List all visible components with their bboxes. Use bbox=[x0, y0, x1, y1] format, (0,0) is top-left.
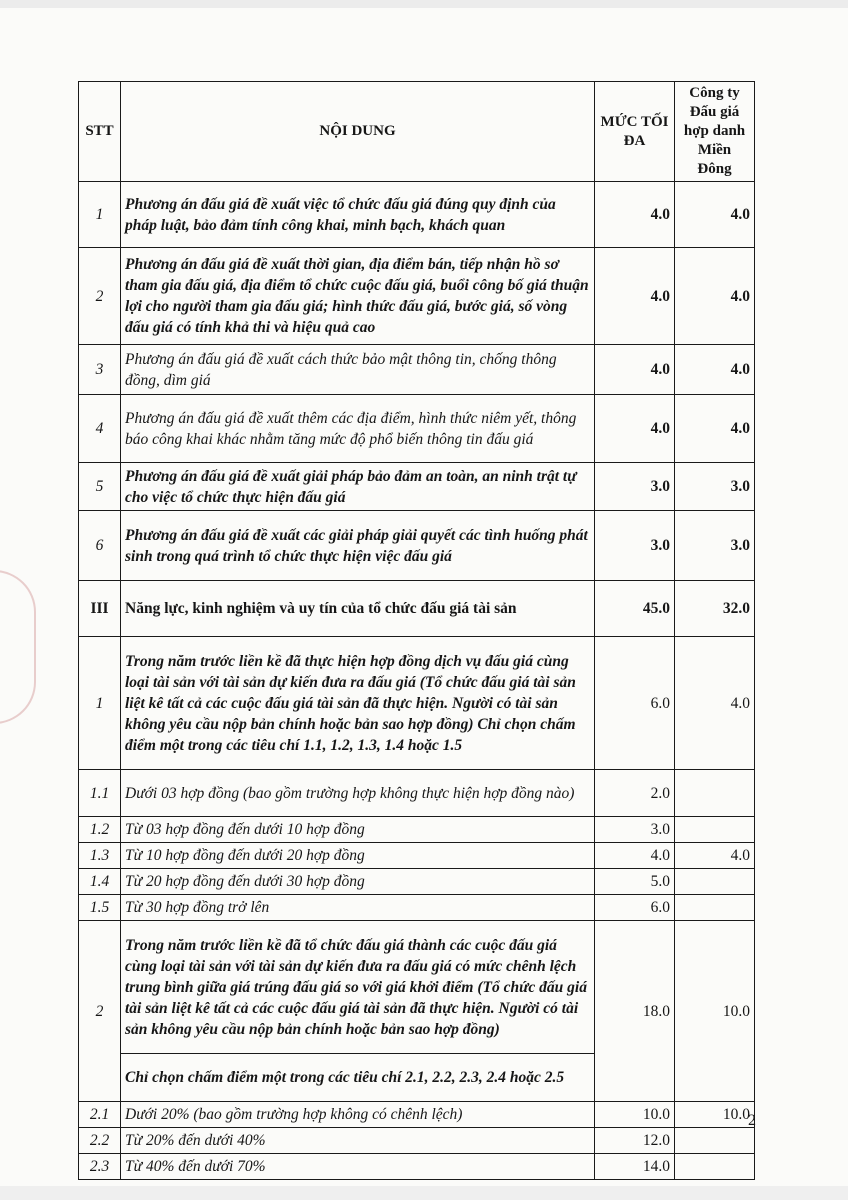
row-max: 10.0 bbox=[595, 1102, 675, 1128]
scan-top-edge bbox=[0, 0, 848, 8]
row-max: 4.0 bbox=[595, 395, 675, 463]
table-row bbox=[79, 843, 755, 869]
row-note: Chỉ chọn chấm điểm một trong các tiêu chí 2.1, 2.2, 2.3, 2.4 hoặc 2.5 bbox=[121, 1054, 595, 1102]
header-stt: STT bbox=[79, 82, 121, 182]
row-score: 4.0 bbox=[675, 395, 755, 463]
table-row bbox=[79, 637, 755, 770]
row-max: 14.0 bbox=[595, 1154, 675, 1180]
table-row bbox=[79, 345, 755, 395]
table-row bbox=[79, 395, 755, 463]
scan-bottom-edge bbox=[0, 1186, 848, 1200]
row-content: Trong năm trước liền kề đã tổ chức đấu giá thành các cuộc đấu giá cùng loại tài sản với tài sản dự kiến đưa ra đấu giá có mức chênh lệch trung bình giữa giá trúng đấu giá so với giá khởi điểm (Tổ chức đấu giá tài sản liệt kê tất cả các cuộc đấu giá tài sản đã thực hiện. Người có tài sản không yêu cầu nộp bản chính hoặc bản sao hợp đồng) bbox=[121, 921, 595, 1054]
row-score: 4.0 bbox=[675, 248, 755, 345]
row-score bbox=[675, 770, 755, 817]
row-content: Phương án đấu giá đề xuất các giải pháp giải quyết các tình huống phát sinh trong quá trình tổ chức thực hiện việc đấu giá bbox=[121, 511, 595, 581]
row-stt: 1.1 bbox=[79, 770, 121, 817]
row-content: Phương án đấu giá đề xuất giải pháp bảo đảm an toàn, an ninh trật tự cho việc tổ chức thực hiện đấu giá bbox=[121, 463, 595, 511]
table-row bbox=[79, 511, 755, 581]
table-row bbox=[79, 921, 755, 1054]
row-score bbox=[675, 869, 755, 895]
table-row bbox=[79, 463, 755, 511]
red-seal-fragment bbox=[0, 570, 36, 724]
table-row bbox=[79, 1154, 755, 1180]
row-stt: 1.3 bbox=[79, 843, 121, 869]
row-max: 3.0 bbox=[595, 463, 675, 511]
row-stt: 5 bbox=[79, 463, 121, 511]
row-stt: 4 bbox=[79, 395, 121, 463]
row-content: Từ 40% đến dưới 70% bbox=[121, 1154, 595, 1180]
scoring-table bbox=[78, 81, 755, 1180]
header-muc-toi-da: MỨC TỐI ĐA bbox=[595, 82, 675, 182]
table-row bbox=[79, 817, 755, 843]
row-max: 2.0 bbox=[595, 770, 675, 817]
row-max: 4.0 bbox=[595, 345, 675, 395]
row-content: Phương án đấu giá đề xuất việc tổ chức đấu giá đúng quy định của pháp luật, bảo đảm tính công khai, minh bạch, khách quan bbox=[121, 182, 595, 248]
row-stt: 1.2 bbox=[79, 817, 121, 843]
section-stt: III bbox=[79, 581, 121, 637]
row-max: 12.0 bbox=[595, 1128, 675, 1154]
row-score bbox=[675, 1128, 755, 1154]
header-cong-ty: Công ty Đấu giá hợp danh Miền Đông bbox=[675, 82, 755, 182]
row-max: 3.0 bbox=[595, 511, 675, 581]
row-content: Phương án đấu giá đề xuất thời gian, địa điểm bán, tiếp nhận hồ sơ tham gia đấu giá, địa điểm tổ chức cuộc đấu giá, buổi công bố giá thuận lợi cho người tham gia đấu giá; hình thức đấu giá, bước giá, số vòng đấu giá có tính khả thi và hiệu quả cao bbox=[121, 248, 595, 345]
table-row bbox=[79, 869, 755, 895]
row-content: Từ 03 hợp đồng đến dưới 10 hợp đồng bbox=[121, 817, 595, 843]
row-max: 6.0 bbox=[595, 895, 675, 921]
header-noi-dung: NỘI DUNG bbox=[121, 82, 595, 182]
row-score: 4.0 bbox=[675, 345, 755, 395]
row-score bbox=[675, 1154, 755, 1180]
row-stt: 1.4 bbox=[79, 869, 121, 895]
row-stt: 1 bbox=[79, 637, 121, 770]
table-row-section bbox=[79, 581, 755, 637]
row-score bbox=[675, 895, 755, 921]
row-score: 4.0 bbox=[675, 843, 755, 869]
row-content: Từ 20 hợp đồng đến dưới 30 hợp đồng bbox=[121, 869, 595, 895]
row-content: Từ 20% đến dưới 40% bbox=[121, 1128, 595, 1154]
row-content: Dưới 03 hợp đồng (bao gồm trường hợp không thực hiện hợp đồng nào) bbox=[121, 770, 595, 817]
row-score: 4.0 bbox=[675, 182, 755, 248]
row-stt: 6 bbox=[79, 511, 121, 581]
row-stt: 2 bbox=[79, 921, 121, 1102]
row-stt: 2.2 bbox=[79, 1128, 121, 1154]
row-score: 32.0 bbox=[675, 581, 755, 637]
row-stt: 1.5 bbox=[79, 895, 121, 921]
row-stt: 2 bbox=[79, 248, 121, 345]
table-row bbox=[79, 895, 755, 921]
row-max: 4.0 bbox=[595, 182, 675, 248]
row-stt: 2.3 bbox=[79, 1154, 121, 1180]
row-stt: 3 bbox=[79, 345, 121, 395]
row-content: Dưới 20% (bao gồm trường hợp không có chênh lệch) bbox=[121, 1102, 595, 1128]
row-stt: 2.1 bbox=[79, 1102, 121, 1128]
row-score: 3.0 bbox=[675, 463, 755, 511]
table-row bbox=[79, 182, 755, 248]
row-score: 4.0 bbox=[675, 637, 755, 770]
table-row bbox=[79, 1102, 755, 1128]
row-content: Từ 10 hợp đồng đến dưới 20 hợp đồng bbox=[121, 843, 595, 869]
row-score: 3.0 bbox=[675, 511, 755, 581]
row-stt: 1 bbox=[79, 182, 121, 248]
table-row bbox=[79, 770, 755, 817]
row-score: 10.0 bbox=[675, 1102, 755, 1128]
row-content: Phương án đấu giá đề xuất thêm các địa điểm, hình thức niêm yết, thông báo công khai khác nhằm tăng mức độ phổ biến thông tin đấu giá bbox=[121, 395, 595, 463]
row-score: 10.0 bbox=[675, 921, 755, 1102]
row-score bbox=[675, 817, 755, 843]
row-max: 18.0 bbox=[595, 921, 675, 1102]
row-max: 4.0 bbox=[595, 843, 675, 869]
row-content: Trong năm trước liền kề đã thực hiện hợp đồng dịch vụ đấu giá cùng loại tài sản với tài sản dự kiến đưa ra đấu giá (Tổ chức đấu giá tài sản liệt kê tất cả các cuộc đấu giá tài sản đã thực hiện. Người có tài sản không yêu cầu nộp bản chính hoặc bản sao hợp đồng) Chỉ chọn chấm điểm một trong các tiêu chí 1.1, 1.2, 1.3, 1.4 hoặc 1.5 bbox=[121, 637, 595, 770]
row-content: Từ 30 hợp đồng trở lên bbox=[121, 895, 595, 921]
row-max: 45.0 bbox=[595, 581, 675, 637]
row-max: 5.0 bbox=[595, 869, 675, 895]
row-max: 4.0 bbox=[595, 248, 675, 345]
row-max: 3.0 bbox=[595, 817, 675, 843]
page-number: 2 bbox=[748, 1112, 756, 1129]
table-row bbox=[79, 248, 755, 345]
row-max: 6.0 bbox=[595, 637, 675, 770]
table-header-row bbox=[79, 82, 755, 182]
row-content: Phương án đấu giá đề xuất cách thức bảo mật thông tin, chống thông đồng, dìm giá bbox=[121, 345, 595, 395]
table-row bbox=[79, 1128, 755, 1154]
section-title: Năng lực, kinh nghiệm và uy tín của tổ chức đấu giá tài sản bbox=[121, 581, 595, 637]
